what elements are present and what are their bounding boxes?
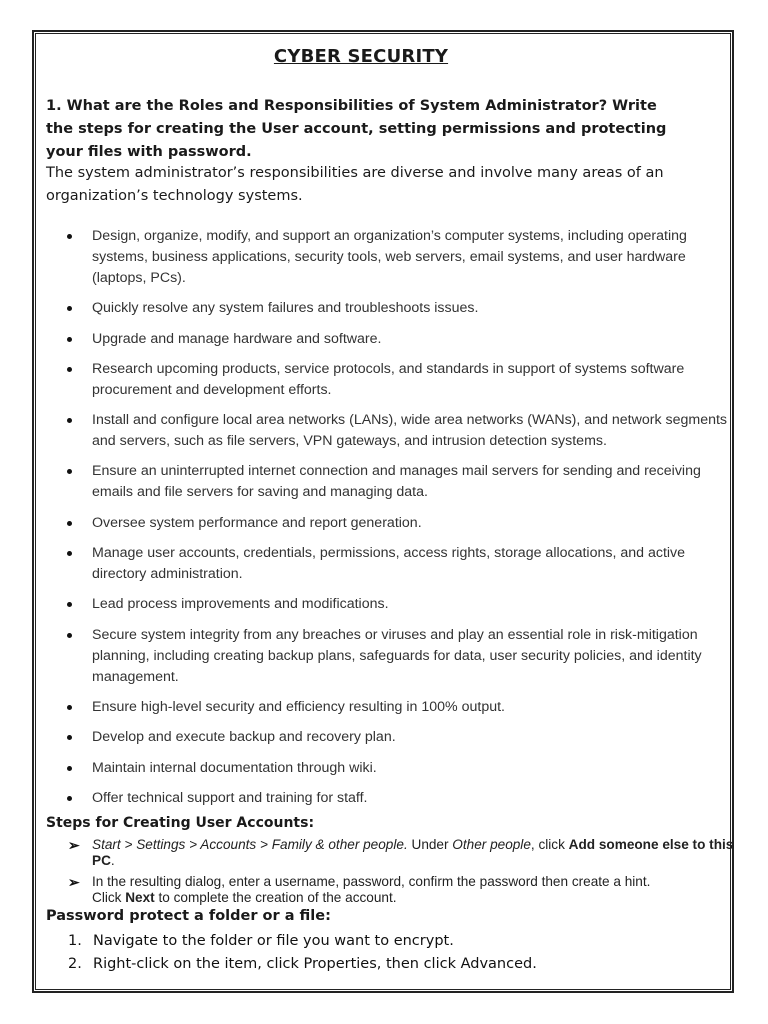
bullet-icon (67, 705, 72, 710)
bullet-icon (67, 234, 72, 239)
bullet-icon (67, 337, 72, 342)
step-text: In the resulting dialog, enter a username, password, confirm the password then create a hint. Click Next to complete the creation of the account. (92, 874, 651, 905)
bullet-icon (67, 633, 72, 638)
numbered-item: 1. Navigate to the folder or file you want to encrypt. (68, 933, 454, 949)
password-steps-list (68, 930, 740, 976)
list-item: Oversee system performance and report generation. (46, 513, 740, 534)
bullet-icon (67, 735, 72, 740)
list-item: Ensure high-level security and efficiency resulting in 100% output. (46, 697, 740, 718)
bullet-icon (67, 367, 72, 372)
list-item: Research upcoming products, service protocols, and standards in support of systems software procurement and development efforts. (46, 359, 740, 401)
steps-heading: Steps for Creating User Accounts: (46, 815, 315, 831)
password-heading: Password protect a folder or a file: (46, 908, 331, 924)
list-item: Upgrade and manage hardware and software. (46, 329, 740, 350)
arrow-bullet-icon: ➢ (68, 837, 80, 853)
bullet-icon (67, 306, 72, 311)
list-item: Install and configure local area networks (LANs), wide area networks (WANs), and network segments and servers, such as file servers, VPN gateways, and intrusion detection systems. (46, 410, 740, 452)
numbered-item: 2. Right-click on the item, click Properties, then click Advanced. (68, 956, 537, 972)
responsibilities-list (46, 226, 740, 818)
bullet-icon (67, 418, 72, 423)
bullet-icon (67, 551, 72, 556)
bullet-icon (67, 521, 72, 526)
question-heading: 1. What are the Roles and Responsibilities of System Administrator? Write the steps for creating the User account, setting permissions and protecting your files with password. (46, 98, 667, 160)
bullet-icon (67, 766, 72, 771)
step-item (68, 837, 740, 869)
list-item: Manage user accounts, credentials, permissions, access rights, storage allocations, and active directory administration. (46, 543, 740, 585)
list-item: Lead process improvements and modifications. (46, 594, 740, 615)
list-item: Design, organize, modify, and support an organization’s computer systems, including operating systems, business applications, security tools, web servers, email systems, and user hardware (laptops, PCs). (46, 226, 740, 289)
list-item: Quickly resolve any system failures and troubleshoots issues. (46, 298, 740, 319)
bullet-icon (67, 796, 72, 801)
document-title: CYBER SECURITY (273, 46, 449, 67)
list-item: Ensure an uninterrupted internet connection and manages mail servers for sending and receiving emails and file servers for saving and managing data. (46, 461, 740, 503)
bullet-icon (67, 469, 72, 474)
list-item: Secure system integrity from any breaches or viruses and play an essential role in risk-mitigation planning, including creating backup plans, safeguards for data, user security policies, and identity management. (46, 625, 740, 688)
bullet-icon (67, 602, 72, 607)
list-item: Maintain internal documentation through wiki. (46, 758, 740, 779)
step-text: Start > Settings > Accounts > Family & other people. Under Other people, click Add someone else to this PC. (92, 837, 734, 868)
list-item: Develop and execute backup and recovery plan. (46, 727, 740, 748)
step-item (68, 874, 740, 906)
list-item: Offer technical support and training for staff. (46, 788, 740, 809)
intro-paragraph: The system administrator’s responsibilities are diverse and involve many areas of an organization’s technology systems. (46, 165, 664, 204)
arrow-bullet-icon: ➢ (68, 874, 80, 890)
